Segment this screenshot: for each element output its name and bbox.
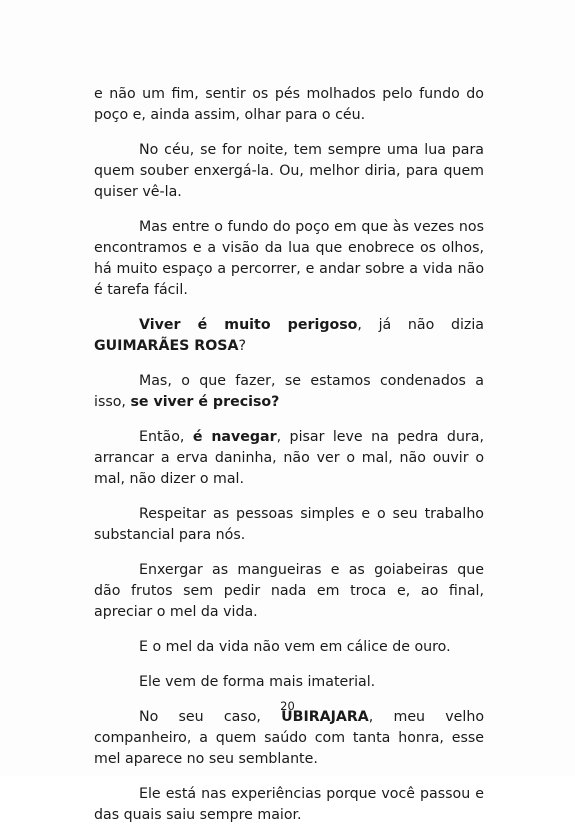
text-span: Ele vem de forma mais imaterial. xyxy=(139,674,376,690)
bold-text: Viver é muito perigoso xyxy=(139,317,358,333)
body-text xyxy=(94,84,484,840)
text-span: Mas entre o fundo do poço em que às vezes nos encontramos e a visão da lua que enobrece os olhos, há muito espaço a percorrer, e andar sobre a vida não é tarefa fácil. xyxy=(94,219,484,298)
paragraph xyxy=(94,371,484,413)
text-span: e não um fim, sentir os pés molhados pelo fundo do poço e, ainda assim, olhar para o céu. xyxy=(94,86,484,123)
text-span: Ele está nas experiências porque você passou e das quais saiu sempre maior. xyxy=(94,786,484,823)
text-span: E o mel da vida não vem em cálice de ouro. xyxy=(139,639,451,655)
text-span: Mas, o que fazer, se estamos condenados a isso, xyxy=(94,373,484,410)
paragraph xyxy=(94,707,484,770)
paragraph xyxy=(94,217,484,301)
paragraph xyxy=(94,637,484,658)
paragraph xyxy=(94,784,484,826)
text-span: , pisar leve na pedra dura, arrancar a erva daninha, não ver o mal, não ouvir o mal, não dizer o mal. xyxy=(94,429,484,487)
text-span: Enxergar as mangueiras e as goiabeiras que dão frutos sem pedir nada em troca e, ao final, apreciar o mel da vida. xyxy=(94,562,484,620)
page-number: 20 xyxy=(280,699,295,713)
bold-text: GUIMARÃES ROSA xyxy=(94,338,239,354)
text-span: Respeitar as pessoas simples e o seu trabalho substancial para nós. xyxy=(94,506,484,543)
bold-text: é navegar xyxy=(192,429,277,445)
text-span: No céu, se for noite, tem sempre uma lua para quem souber enxergá-la. Ou, melhor diria, para quem quiser vê-la. xyxy=(94,142,484,200)
bold-text: se viver é preciso? xyxy=(130,394,280,410)
paragraph xyxy=(94,672,484,693)
paragraph xyxy=(94,84,484,126)
text-span: No seu caso, xyxy=(139,709,282,725)
text-span: , meu velho companheiro, a quem saúdo com tanta honra, esse mel aparece no seu semblante. xyxy=(94,709,484,767)
paragraph xyxy=(94,560,484,623)
paragraph xyxy=(94,140,484,203)
paragraph xyxy=(94,315,484,357)
paragraph xyxy=(94,504,484,546)
text-span: Então, xyxy=(139,429,193,445)
bold-text: UBIRAJARA xyxy=(281,709,369,725)
text-span: , já não dizia xyxy=(357,317,484,333)
text-span: ? xyxy=(238,338,247,354)
paragraph xyxy=(94,427,484,490)
